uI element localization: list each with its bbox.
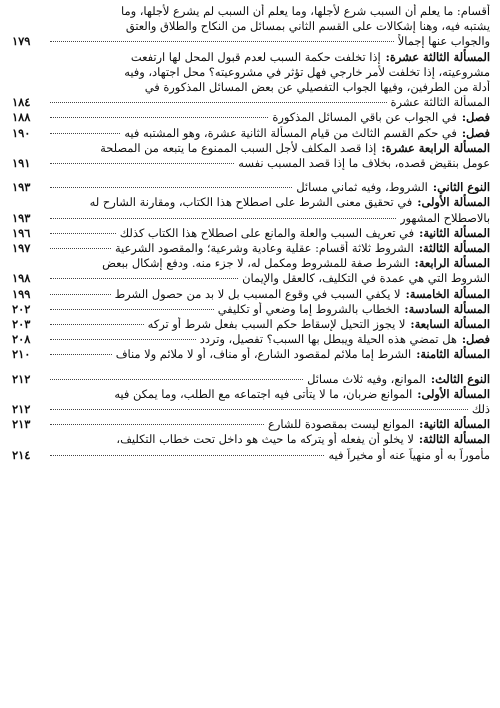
page-number: ٢١٠ (12, 347, 31, 362)
dot-leader (50, 424, 264, 425)
toc-entry-text: المسألة الثالثة عشرة (390, 95, 490, 110)
dot-leader (50, 455, 324, 456)
toc-entry-text: مشروعيته، إذا تخلفت لأمر خارجي فهل تؤثر في مشروعيته؟ محل اجتهاد، وفيه (124, 64, 490, 79)
page-number: ١٩٩ (12, 286, 31, 301)
toc-entry (12, 110, 490, 125)
toc-entry-line (12, 19, 490, 34)
toc-entry-line (12, 256, 490, 271)
toc-entry-line (12, 287, 490, 302)
toc-entry (12, 50, 490, 111)
dot-leader (50, 339, 196, 340)
toc-entry-text: الخطاب بالشروط إما وضعي أو تكليفي (217, 301, 400, 316)
page-number: ٢٠٣ (12, 317, 31, 332)
toc-entry-label: المسألة السابعة: (410, 317, 490, 332)
page-number: ٢١٣ (12, 417, 31, 432)
toc-entry-line (12, 241, 490, 256)
page-number: ٢١٢ (12, 371, 31, 386)
toc-entry-text: أقسام: ما يعلم أن السبب شرع لأجلها، وما يعلم أن السبب لم يشرع لأجلها، وما (121, 4, 490, 18)
toc-entry-line (12, 332, 490, 347)
dot-leader (50, 379, 303, 380)
toc-entry-label: المسألة الأولى: (417, 386, 490, 401)
page-number: ١٧٩ (12, 34, 31, 49)
toc-entry (12, 226, 490, 241)
toc-entry (12, 332, 490, 347)
toc-entry-text: عومل بنقيض قصده، بخلاف ما إذا قصد المسبب نفسه (238, 156, 490, 171)
dot-leader (50, 233, 116, 234)
toc-entry-text: أدلة من الطرفين، وفيها الجواب التفصيلي عن بعض المسائل المذكورة في (144, 80, 490, 95)
toc-entry-label: المسألة الرابعة عشرة: (381, 140, 490, 155)
dot-leader (50, 309, 214, 310)
page-number: ٢١٤ (12, 447, 31, 462)
toc-entry-line (12, 180, 490, 195)
dot-leader (50, 409, 468, 410)
toc-entry-label: المسألة الأولى: (417, 195, 490, 210)
toc-entry (12, 287, 490, 302)
dot-leader (50, 294, 111, 295)
toc-entry (12, 4, 490, 50)
toc-entry-text: في الجواب عن باقي المسائل المذكورة (272, 110, 457, 125)
page-number: ١٩١ (12, 156, 31, 171)
toc-entry-line (12, 448, 490, 463)
toc-entry-line (12, 317, 490, 332)
dot-leader (50, 218, 396, 219)
toc-entry-label: النوع الثالث: (430, 371, 490, 386)
toc-entry-text: في تحقيق معنى الشرط على اصطلاح هذا الكتاب، ومقارنة الشارح له (89, 195, 413, 210)
toc-entry-text: لا يكفي السبب في وقوع المسبب بل لا بد من حصول الشرط (114, 286, 401, 301)
toc-entry-text: الشرط صفة للمشروط ومكمل له، لا جزء منه. ودفع إشكال ببعض (102, 256, 410, 271)
dot-leader (50, 133, 120, 134)
toc-entry (12, 256, 490, 286)
toc-entry-text: يشتبه فيه، وهنا إشكالات على القسم الثاني بمسائل من النكاح والطلاق والعتق (125, 19, 490, 34)
toc-entry-label: المسألة الثالثة عشرة: (385, 49, 490, 64)
toc-entry-text: الشروط ثلاثة أقسام: عقلية وعادية وشرعية؛ والمقصود الشرعية (114, 241, 414, 256)
toc-entry-text: في تعريف السبب والعلة والمانع على اصطلاح هذا الكتاب كذلك (119, 225, 415, 240)
dot-leader (50, 163, 234, 164)
toc-entry-text: هل تمضي هذه الحيلة ويبطل بها السبب؟ تفصيل، وتردد (199, 332, 457, 347)
toc-entry (12, 317, 490, 332)
toc-entry-line (12, 50, 490, 65)
page-number: ٢١٢ (12, 402, 31, 417)
toc-entry (12, 387, 490, 417)
toc-entry (12, 347, 490, 362)
toc-entry (12, 241, 490, 256)
toc-entry-label: المسألة الثامنة: (416, 347, 490, 362)
toc-entry (12, 126, 490, 141)
toc-entry-label: المسألة الثانية: (419, 417, 490, 432)
toc-entry-text: الشروط التي هي عمدة في التكليف، كالعقل والإيمان (242, 271, 490, 286)
toc-entry-line (12, 387, 490, 402)
page-number: ١٩٨ (12, 271, 31, 286)
toc-entry-text: لا يخلو أن يفعله أو يتركه ما حيث هو داخل تحت خطاب التكليف، (116, 432, 414, 447)
page-number: ١٨٨ (12, 110, 31, 125)
toc-entry (12, 195, 490, 225)
page-number: ١٨٤ (12, 95, 31, 110)
toc-entry (12, 180, 490, 195)
toc-entry-line (12, 156, 490, 171)
toc-entry-label: النوع الثاني: (432, 180, 490, 195)
toc-entry-text: الموانع ضربان، ما لا يتأتى فيه اجتماعه مع الطلب، وما يمكن فيه (114, 386, 413, 401)
toc-entry-line (12, 126, 490, 141)
toc-entry-line (12, 211, 490, 226)
toc-entry-text: ذلك (471, 402, 490, 417)
toc-entry (12, 141, 490, 171)
dot-leader (50, 102, 387, 103)
toc-entry-text: إذا قصد المكلف لأجل السبب الممنوع ما يتبعه من المصلحة (100, 140, 377, 155)
toc-entry-line (12, 372, 490, 387)
page-number: ٢٠٢ (12, 301, 31, 316)
toc-entry-line (12, 65, 490, 80)
toc-entry (12, 417, 490, 432)
dot-leader (50, 278, 238, 279)
toc-entry-line (12, 402, 490, 417)
toc-entry-line (12, 95, 490, 110)
toc-entry-label: فصل: (461, 110, 490, 125)
toc-entry-line (12, 432, 490, 447)
toc-entry-line (12, 80, 490, 95)
page-number: ٢٠٨ (12, 332, 31, 347)
dot-leader (50, 324, 144, 325)
toc-entry-line (12, 141, 490, 156)
page-number: ١٩٦ (12, 225, 31, 240)
toc-entry-text: والجواب عنها إجمالاً (397, 34, 490, 49)
toc-entry-text: في حكم القسم الثالث من قيام المسألة الثانية عشرة، وهو المشتبه فيه (124, 125, 457, 140)
dot-leader (50, 187, 292, 188)
toc-entry-label: المسألة الثالثة: (418, 432, 490, 447)
toc-entry-text: لا يجوز التحيل لإسقاط حكم السبب بفعل شرط أو تركه (147, 317, 406, 332)
toc-entry (12, 372, 490, 387)
toc-entry-line (12, 271, 490, 286)
dot-leader (50, 354, 112, 355)
toc-entry-label: فصل: (461, 125, 490, 140)
dot-leader (50, 248, 111, 249)
toc-entry-label: المسألة السادسة: (404, 301, 490, 316)
toc-entry-text: الموانع، وفيه ثلاث مسائل (307, 371, 426, 386)
toc-entry-line (12, 195, 490, 210)
toc-entry-line (12, 110, 490, 125)
toc-entry-text: إذا تخلفت حكمة السبب لعدم قبول المحل لها ارتفعت (130, 49, 381, 64)
dot-leader (50, 41, 394, 42)
toc-entry-label: المسألة الثالثة: (418, 241, 490, 256)
toc-entry-line (12, 417, 490, 432)
toc-entry-text: الشروط، وفيه ثماني مسائل (296, 180, 428, 195)
dot-leader (50, 117, 268, 118)
toc-entry-line (12, 302, 490, 317)
page-number: ١٩٣ (12, 180, 31, 195)
page-number: ١٩٠ (12, 125, 31, 140)
page-number: ١٩٣ (12, 210, 31, 225)
toc-entry-line (12, 34, 490, 49)
toc-entry-label: المسألة الخامسة: (405, 286, 490, 301)
table-of-contents (12, 4, 490, 463)
toc-entry-line (12, 347, 490, 362)
toc-entry (12, 432, 490, 462)
toc-entry-label: فصل: (461, 332, 490, 347)
page-number: ١٩٧ (12, 241, 31, 256)
toc-entry-line (12, 4, 490, 19)
toc-entry-text: الشرط إما ملائم لمقصود الشارع، أو مناف، أو لا ملائم ولا مناف (115, 347, 412, 362)
toc-entry-text: الموانع ليست بمقصودة للشارع (268, 417, 415, 432)
toc-entry-label: المسألة الرابعة: (414, 256, 490, 271)
toc-entry-text: بالاصطلاح المشهور (400, 210, 490, 225)
toc-entry-label: المسألة الثانية: (419, 225, 490, 240)
toc-entry-text: مأموراً به أو منهياً عنه أو مخيراً فيه (328, 447, 490, 462)
toc-entry (12, 302, 490, 317)
toc-entry-line (12, 226, 490, 241)
